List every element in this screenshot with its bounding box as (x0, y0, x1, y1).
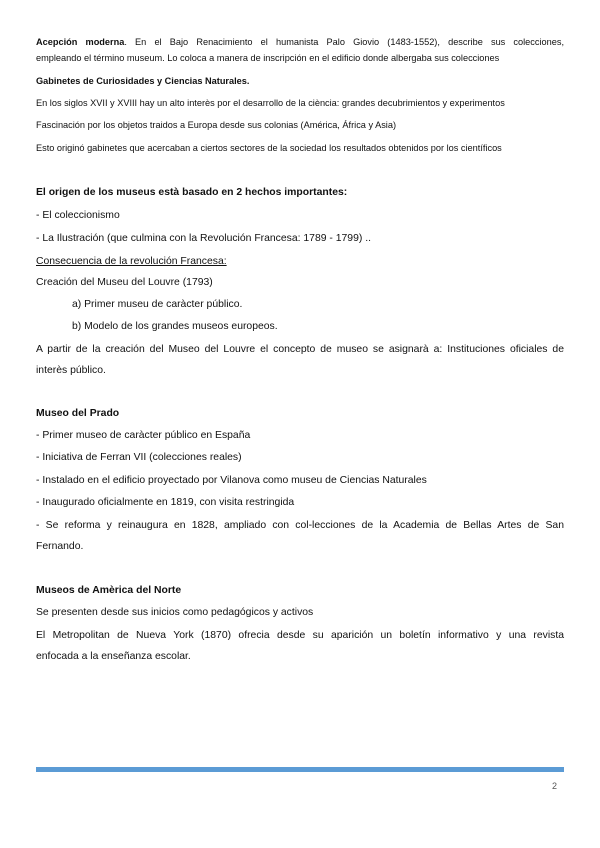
america-line-metropolitan-2: enfocada a la enseñanza escolar. (36, 651, 191, 662)
america-heading: Museos de Amèrica del Norte (36, 585, 182, 596)
consequence-heading: Consecuencia de la revolución Francesa: (36, 256, 227, 267)
footer-rule (36, 767, 564, 772)
america-line-pedagogic: Se presenten desde sus inicios como pedagógicos y activos (36, 607, 314, 618)
america-line-metropolitan-1: El Metropolitan de Nueva York (1870) ofrecia desde su aparición un boletín informativo y una revista (36, 630, 564, 641)
prado-item-building: - Instalado en el edificio proyectado por Vilanova como museu de Ciencias Naturales (36, 475, 427, 486)
prado-item-inauguration: - Inaugurado oficialmente en 1819, con visita restringida (36, 497, 295, 508)
museum-concept-line-2: interès público. (36, 365, 106, 376)
origin-item-collecting: - El coleccionismo (36, 210, 120, 221)
prado-heading: Museo del Prado (36, 408, 120, 419)
prado-item-reform-line-1: - Se reforma y reinaugura en 1828, ampliado con col-lecciones de la Academia de Bellas Artes de San (36, 520, 564, 531)
intro-paragraph-line-2: empleando el término museum. Lo coloca a manera de inscripción en el edificio donde albergaba sus colecciones (36, 53, 500, 63)
louvre-point-b: b) Modelo de los grandes museos europeos. (72, 321, 278, 332)
origin-heading: El origen de los museus està basado en 2 hechos importantes: (36, 187, 348, 198)
cabinets-heading: Gabinetes de Curiosidades y Ciencias Naturales. (36, 76, 250, 86)
prado-item-initiative: - Iniciativa de Ferran VII (colecciones reales) (36, 452, 242, 463)
intro-paragraph-text: . En el Bajo Renacimiento el humanista Palo Giovio (1483-1552), describe sus colecciones, (124, 37, 564, 47)
museum-concept-line-1: A partir de la creación del Museo del Louvre el concepto de museo se asignarà a: Instituciones oficiales de (36, 344, 564, 355)
page-number: 2 (552, 781, 558, 791)
prado-item-reform-line-2: Fernando. (36, 541, 84, 552)
louvre-point-a: a) Primer museu de caràcter público. (72, 299, 243, 310)
origin-item-enlightenment: - La Ilustración (que culmina con la Revolución Francesa: 1789 - 1799) .. (36, 233, 371, 244)
intro-paragraph-line-1 (36, 37, 564, 47)
prado-item-first-public: - Primer museo de caràcter público en España (36, 430, 251, 441)
modern-meaning-term: Acepción moderna (36, 37, 125, 47)
intro-line-centuries: En los siglos XVII y XVIII hay un alto interès por el desarrollo de la ciència: grandes decubrimientos y experimentos (36, 98, 505, 108)
intro-line-fascination: Fascinación por los objetos traidos a Europa desde sus colonias (América, África y Asia) (36, 120, 397, 130)
intro-line-origin-cabinets: Esto originó gabinetes que acercaban a ciertos sectores de la sociedad los resultados obtenidos por los científicos (36, 143, 502, 153)
louvre-creation: Creación del Museu del Louvre (1793) (36, 277, 213, 288)
